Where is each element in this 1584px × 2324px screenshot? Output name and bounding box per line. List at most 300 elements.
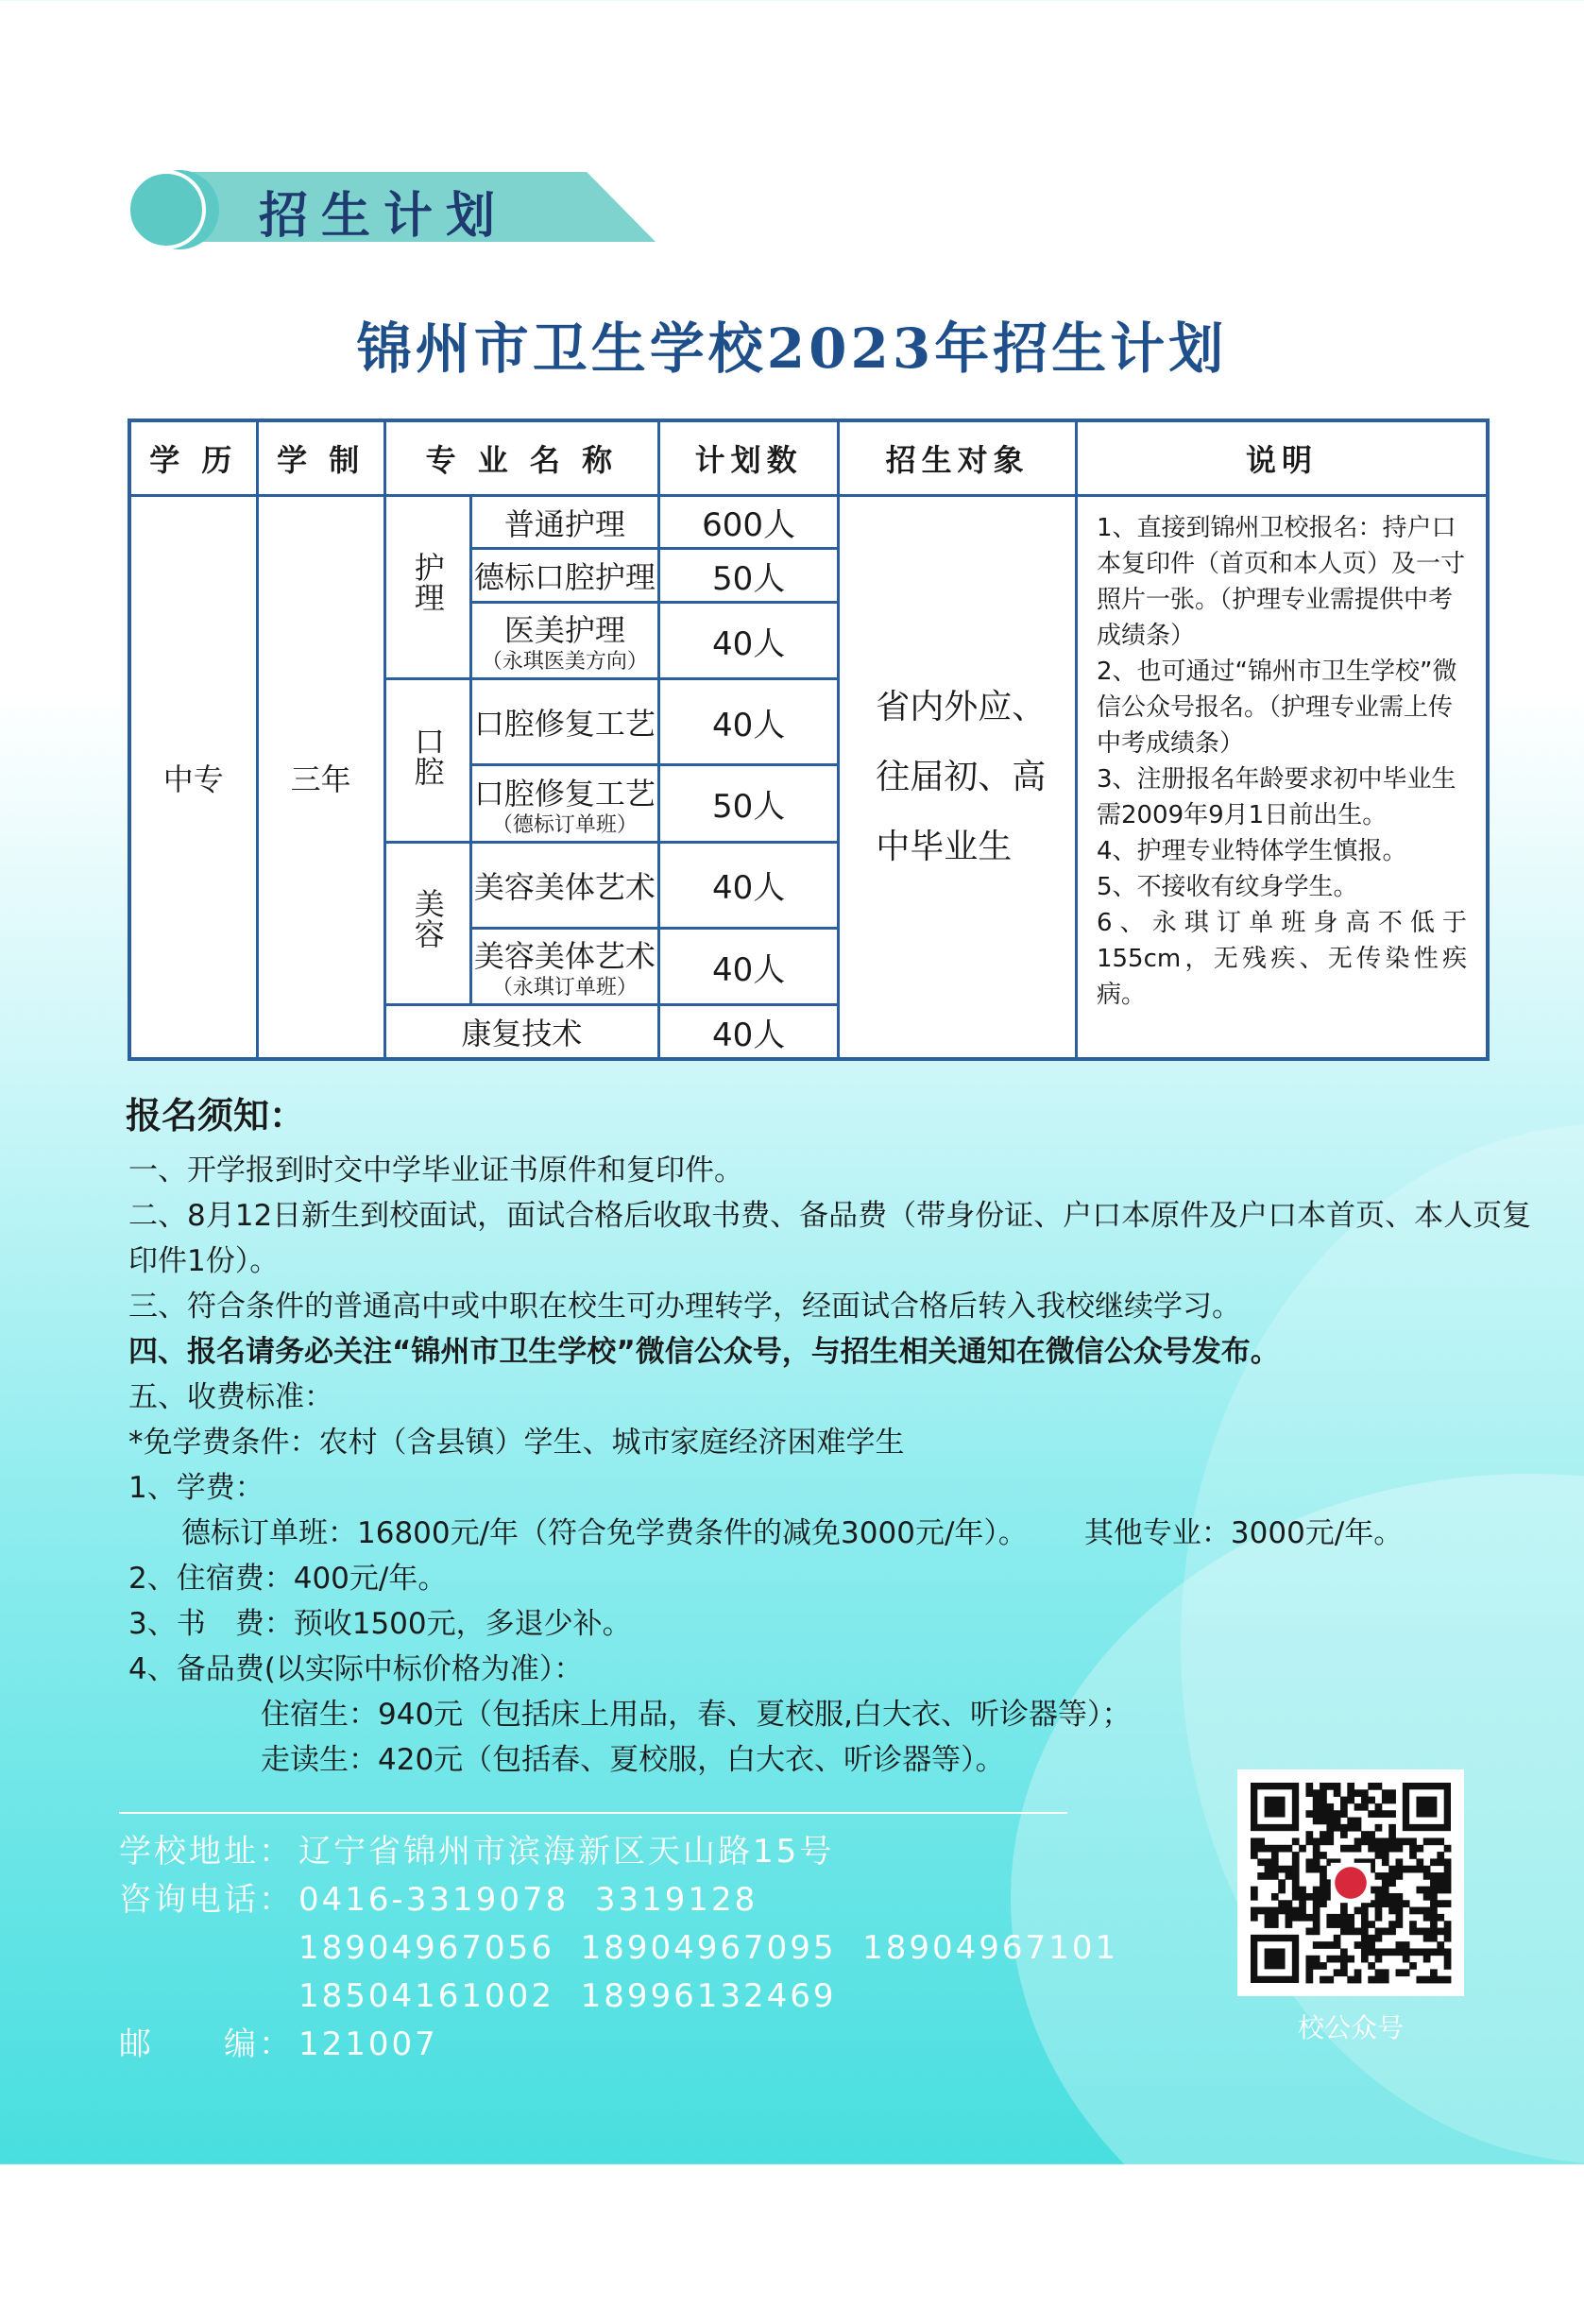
qr-module <box>1326 1956 1334 1963</box>
notice-item: 一、开学报到时交中学毕业证书原件和复印件。 <box>128 1153 743 1188</box>
qr-module <box>1430 1948 1438 1956</box>
qr-module <box>1334 1824 1341 1832</box>
qr-module <box>1444 1948 1452 1956</box>
notice-item: 五、收费标准： <box>128 1380 333 1414</box>
qr-module <box>1437 1872 1444 1880</box>
qr-module <box>1396 1969 1404 1976</box>
qr-module <box>1416 1976 1423 1984</box>
qr-module <box>1430 1837 1438 1845</box>
qr-module <box>1403 1837 1410 1845</box>
tuition-detail: 德标订单班：16800元/年（符合免学费条件的减免3000元/年）。 <box>181 1516 1028 1550</box>
qr-module <box>1416 1948 1423 1956</box>
qr-module <box>1271 1914 1279 1922</box>
qr-module <box>1375 1803 1383 1811</box>
qr-module <box>1340 1969 1348 1976</box>
qr-module <box>1313 1837 1320 1845</box>
qr-module <box>1326 1921 1334 1928</box>
qr-module <box>1430 1858 1438 1866</box>
qr-module <box>1437 1914 1444 1922</box>
qr-module <box>1326 1837 1334 1845</box>
qr-module <box>1388 1893 1396 1901</box>
qr-module <box>1375 1976 1383 1984</box>
qr-module <box>1320 1941 1327 1949</box>
qr-module <box>1388 1831 1396 1838</box>
qr-module <box>1388 1866 1396 1873</box>
notice-item: 三、符合条件的普通高中或中职在校生可办理转学，经面试合格后转入我校继续学习。 <box>128 1290 1241 1324</box>
qr-module <box>1375 1887 1383 1894</box>
zip-label: 邮 编： <box>119 2025 294 2063</box>
qr-module <box>1423 1866 1431 1873</box>
qr-module <box>1326 1810 1334 1818</box>
qr-module <box>1292 1887 1300 1894</box>
qr-module <box>1354 1824 1362 1832</box>
qr-module <box>1257 1837 1265 1845</box>
qr-module <box>1320 1893 1327 1901</box>
major-sublabel: （永琪医美方向） <box>481 650 648 675</box>
qr-module <box>1347 1845 1354 1853</box>
qr-module <box>1403 1941 1410 1949</box>
qr-module <box>1347 1783 1354 1790</box>
qr-module <box>1251 1845 1258 1853</box>
qr-module <box>1334 1818 1341 1825</box>
qr-module <box>1265 1845 1272 1853</box>
major-cell <box>470 765 658 842</box>
qr-module <box>1430 1935 1438 1942</box>
qr-module <box>1354 1976 1362 1984</box>
qr-module <box>1430 1893 1438 1901</box>
address-row <box>119 1828 1118 1876</box>
qr-module <box>1271 1893 1279 1901</box>
qr-module <box>1340 1956 1348 1963</box>
qr-module <box>1361 1935 1369 1942</box>
qr-module <box>1423 1948 1431 1956</box>
major-cell: 康复技术 <box>384 1005 658 1059</box>
qr-module <box>1313 1866 1320 1873</box>
count-cell: 40人 <box>659 929 839 1005</box>
notice-item <box>128 1511 1545 1556</box>
qr-module <box>1423 1837 1431 1845</box>
qr-module <box>1444 1935 1452 1942</box>
qr-module <box>1403 1900 1410 1907</box>
qr-module <box>1347 1914 1354 1922</box>
qr-module <box>1334 1935 1341 1942</box>
qr-module <box>1320 1797 1327 1804</box>
qr-module <box>1334 1956 1341 1963</box>
qr-module <box>1278 1845 1286 1853</box>
qr-module <box>1265 1907 1272 1915</box>
qr-module <box>1340 1831 1348 1838</box>
qr-module <box>1257 1872 1265 1880</box>
qr-module <box>1396 1845 1404 1853</box>
qr-module <box>1251 1837 1258 1845</box>
qr-module <box>1382 1789 1389 1797</box>
qr-module <box>1382 1858 1389 1866</box>
qr-module <box>1430 1887 1438 1894</box>
qr-module <box>1340 1914 1348 1922</box>
qr-module <box>1396 1872 1404 1880</box>
qr-module <box>1396 1866 1404 1873</box>
qr-module <box>1354 1818 1362 1825</box>
qr-module <box>1354 1837 1362 1845</box>
qr-module <box>1313 1887 1320 1894</box>
qr-module <box>1375 1900 1383 1907</box>
qr-module <box>1396 1837 1404 1845</box>
qr-module <box>1326 1818 1334 1825</box>
qr-module <box>1271 1845 1279 1853</box>
qr-module <box>1444 1962 1452 1970</box>
notice-item-important: 四、报名请务必关注“锦州市卫生学校”微信公众号，与招生相关通知在微信公众号发布。 <box>128 1335 1280 1369</box>
qr-module <box>1313 1914 1320 1922</box>
qr-module <box>1409 1852 1417 1859</box>
header-cell: 招生对象 <box>839 420 1077 496</box>
note-item: 4、护理专业特体学生慎报。 <box>1096 837 1407 865</box>
qr-module <box>1340 1810 1348 1818</box>
qr-module <box>1423 1893 1431 1901</box>
qr-module <box>1416 1858 1423 1866</box>
qr-module <box>1305 1831 1313 1838</box>
qr-module <box>1320 1962 1327 1970</box>
qr-module <box>1437 1879 1444 1887</box>
qr-module <box>1271 1921 1279 1928</box>
qr-module <box>1382 1887 1389 1894</box>
qr-module <box>1354 1803 1362 1811</box>
page-title: 锦州市卫生学校2023年招生计划 <box>356 316 1228 381</box>
qr-module <box>1396 1900 1404 1907</box>
qr-module <box>1437 1852 1444 1859</box>
qr-module <box>1334 1810 1341 1818</box>
phone-row <box>119 1876 1118 1924</box>
qr-module <box>1320 1810 1327 1818</box>
qr-module <box>1388 1797 1396 1804</box>
major-cell: 德标口腔护理 <box>470 549 658 602</box>
qr-module <box>1416 1928 1423 1936</box>
qr-logo <box>1335 1867 1367 1899</box>
qr-module <box>1444 1887 1452 1894</box>
qr-module <box>1444 1956 1452 1963</box>
group-cell-dental <box>384 679 470 843</box>
qr-module <box>1409 1907 1417 1915</box>
qr-module <box>1292 1872 1300 1880</box>
qr-module <box>1437 1900 1444 1907</box>
qr-module <box>1396 1921 1404 1928</box>
notice-item: 走读生：420元（包括春、夏校服，白大衣、听诊器等）。 <box>261 1743 1005 1777</box>
qr-module <box>1354 1907 1362 1915</box>
qr-module <box>1340 1907 1348 1915</box>
qr-module <box>1257 1907 1265 1915</box>
qr-module <box>1396 1858 1404 1866</box>
qr-module <box>1305 1789 1313 1797</box>
qr-module <box>1430 1928 1438 1936</box>
qr-module <box>1265 1797 1286 1818</box>
qr-module <box>1305 1962 1313 1970</box>
qr-module <box>1251 1887 1258 1894</box>
qr-module <box>1409 1837 1417 1845</box>
qr-module <box>1286 1914 1293 1922</box>
qr-module <box>1423 1907 1431 1915</box>
qr-module <box>1334 1914 1341 1922</box>
qr-module <box>1444 1928 1452 1936</box>
qr-module <box>1361 1831 1369 1838</box>
qr-module <box>1313 1818 1320 1825</box>
major-cell: 美容美体艺术 <box>470 842 658 928</box>
qr-module <box>1409 1948 1417 1956</box>
qr-module <box>1299 1887 1306 1894</box>
qr-module <box>1257 1845 1265 1853</box>
qr-module <box>1340 1824 1348 1832</box>
count-cell: 40人 <box>659 679 839 765</box>
qr-module <box>1334 1969 1341 1976</box>
qr-module <box>1375 1837 1383 1845</box>
note-item: 5、不接收有纹身学生。 <box>1096 873 1358 901</box>
qr-module <box>1375 1852 1383 1859</box>
major-sublabel: （德标订单班） <box>491 812 638 837</box>
qr-module <box>1375 1783 1383 1790</box>
qr-module <box>1375 1845 1383 1853</box>
qr-module <box>1375 1810 1383 1818</box>
qr-module <box>1382 1900 1389 1907</box>
qr-module <box>1320 1803 1327 1811</box>
qr-module <box>1430 1872 1438 1880</box>
qr-module <box>1361 1789 1369 1797</box>
qr-module <box>1388 1872 1396 1880</box>
qr-module <box>1299 1845 1306 1853</box>
note-item: 6、永琪订单班身高不低于155cm，无残疾、无传染性疾病。 <box>1096 909 1467 1009</box>
qr-module <box>1305 1914 1313 1922</box>
qr-module <box>1368 1948 1375 1956</box>
qr-module <box>1340 1962 1348 1970</box>
qr-module <box>1313 1956 1320 1963</box>
qr-module <box>1368 1831 1375 1838</box>
qr-module <box>1265 1948 1286 1969</box>
group-cell-beauty <box>384 842 470 1005</box>
qr-module <box>1278 1879 1286 1887</box>
qr-module <box>1361 1803 1369 1811</box>
qr-module <box>1334 1941 1341 1949</box>
qr-module <box>1354 1928 1362 1936</box>
phone-value: 0416-3319078 3319128 <box>298 1881 758 1919</box>
qr-module <box>1313 1893 1320 1901</box>
qr-module <box>1271 1907 1279 1915</box>
qr-module <box>1278 1900 1286 1907</box>
qr-module <box>1326 1824 1334 1832</box>
divider <box>119 1812 1067 1814</box>
qr-module <box>1334 1783 1341 1790</box>
qr-module <box>1388 1879 1396 1887</box>
qr-module <box>1409 1962 1417 1970</box>
qr-module <box>1388 1900 1396 1907</box>
notice-item: 3、书 费：预收1500元，多退少补。 <box>128 1607 632 1641</box>
qr-module <box>1382 1928 1389 1936</box>
qr-module <box>1430 1976 1438 1984</box>
qr-module <box>1347 1976 1354 1984</box>
phone-value: 18904967056 18904967095 18904967101 <box>298 1929 1119 1967</box>
qr-module <box>1361 1797 1369 1804</box>
target-cell <box>839 496 1077 1060</box>
qr-module <box>1354 1941 1362 1949</box>
target-line: 省内外应、 <box>876 687 1047 726</box>
section-ribbon <box>127 170 599 246</box>
qr-module <box>1313 1928 1320 1936</box>
qr-module <box>1286 1866 1293 1873</box>
notice-item: *免学费条件：农村（含县镇）学生、城市家庭经济困难学生 <box>128 1426 905 1460</box>
qr-module <box>1382 1837 1389 1845</box>
zip-value: 121007 <box>298 2025 438 2063</box>
count-cell: 600人 <box>659 496 839 549</box>
qr-module <box>1368 1921 1375 1928</box>
qr-module <box>1423 1956 1431 1963</box>
qr-module <box>1396 1948 1404 1956</box>
qr-module <box>1388 1845 1396 1853</box>
qr-module <box>1305 1810 1313 1818</box>
qr-module <box>1375 1956 1383 1963</box>
qr-module <box>1292 1866 1300 1873</box>
qr-module <box>1313 1962 1320 1970</box>
qr-module <box>1430 1921 1438 1928</box>
group-label: 护理 <box>409 552 446 613</box>
qr-module <box>1292 1914 1300 1922</box>
qr-module <box>1437 1858 1444 1866</box>
qr-module <box>1368 1976 1375 1984</box>
enrollment-plan-table <box>128 419 1490 1061</box>
qr-module <box>1292 1858 1300 1866</box>
qr-module <box>1313 1852 1320 1859</box>
qr-module <box>1251 1907 1258 1915</box>
qr-module <box>1271 1866 1279 1873</box>
qr-module <box>1320 1783 1327 1790</box>
duration-cell: 三年 <box>257 496 384 1060</box>
qr-module <box>1368 1845 1375 1853</box>
qr-module <box>1375 1928 1383 1936</box>
qr-module <box>1320 1818 1327 1825</box>
notice-title: 报名须知： <box>126 1095 306 1136</box>
qr-module <box>1375 1893 1383 1901</box>
qr-module <box>1354 1969 1362 1976</box>
target-line: 往届初、高 <box>876 757 1047 796</box>
qr-module <box>1396 1914 1404 1922</box>
qr-module <box>1334 1789 1341 1797</box>
qr-module <box>1423 1887 1431 1894</box>
qr-module <box>1375 1824 1383 1832</box>
qr-module <box>1313 1803 1320 1811</box>
qr-module <box>1396 1893 1404 1901</box>
qr-module <box>1334 1921 1341 1928</box>
qr-module <box>1361 1928 1369 1936</box>
qr-module <box>1437 1928 1444 1936</box>
note-item: 1、直接到锦州卫校报名：持户口本复印件（首页和本人页）及一寸照片一张。（护理专业需提供中考成绩条） <box>1096 514 1465 650</box>
qr-module <box>1403 1948 1410 1956</box>
note-item: 2、也可通过“锦州市卫生学校”微信公众号报名。（护理专业需上传中考成绩条） <box>1096 658 1457 758</box>
major-label: 美容美体艺术 <box>473 938 656 975</box>
ribbon-circle-icon <box>127 170 206 249</box>
qr-module <box>1340 1845 1348 1853</box>
qr-module <box>1340 1797 1348 1804</box>
qr-module <box>1409 1845 1417 1853</box>
qr-module <box>1313 1810 1320 1818</box>
notice-item: 4、备品费(以实际中标价格为准）： <box>128 1652 584 1686</box>
qr-module <box>1320 1789 1327 1797</box>
qr-module <box>1320 1872 1327 1880</box>
qr-module <box>1430 1879 1438 1887</box>
qr-module <box>1299 1914 1306 1922</box>
qr-module <box>1320 1837 1327 1845</box>
qr-module <box>1368 1935 1375 1942</box>
qr-module <box>1403 1866 1410 1873</box>
qr-module <box>1382 1948 1389 1956</box>
qr-module <box>1437 1941 1444 1949</box>
qr-module <box>1320 1879 1327 1887</box>
notice-item: 1、学费： <box>128 1471 264 1505</box>
qr-module <box>1320 1852 1327 1859</box>
qr-module <box>1305 1956 1313 1963</box>
qr-module <box>1326 1914 1334 1922</box>
qr-module <box>1320 1866 1327 1873</box>
header-cell: 说明 <box>1076 420 1488 496</box>
qr-module <box>1423 1935 1431 1942</box>
qr-module <box>1292 1879 1300 1887</box>
table-header-row <box>129 420 1488 496</box>
group-label: 口腔 <box>409 725 446 786</box>
qr-module <box>1305 1783 1313 1790</box>
qr-code <box>1237 1769 1464 1996</box>
qr-module <box>1382 1893 1389 1901</box>
qr-module <box>1265 1921 1272 1928</box>
qr-module <box>1430 1969 1438 1976</box>
qr-module <box>1313 1845 1320 1853</box>
qr-module <box>1403 1956 1410 1963</box>
qr-module <box>1444 1921 1452 1928</box>
qr-module <box>1437 1837 1444 1845</box>
qr-module <box>1423 1872 1431 1880</box>
qr-module <box>1305 1866 1313 1873</box>
qr-module <box>1286 1907 1293 1915</box>
qr-module <box>1305 1928 1313 1936</box>
qr-module <box>1313 1900 1320 1907</box>
qr-module <box>1320 1831 1327 1838</box>
zip-row <box>119 2021 1118 2069</box>
qr-module <box>1375 1969 1383 1976</box>
qr-module <box>1388 1921 1396 1928</box>
qr-module <box>1444 1900 1452 1907</box>
notice-item: 住宿生：940元（包括床上用品，春、夏校服,白大衣、听诊器等）； <box>261 1698 1132 1732</box>
qr-module <box>1271 1852 1279 1859</box>
qr-module <box>1382 1976 1389 1984</box>
qr-module <box>1305 1837 1313 1845</box>
qr-module <box>1347 1789 1354 1797</box>
qr-module <box>1361 1914 1369 1922</box>
major-label: 口腔修复工艺 <box>473 775 656 812</box>
qr-module <box>1320 1900 1327 1907</box>
qr-module <box>1305 1969 1313 1976</box>
qr-module <box>1278 1866 1286 1873</box>
qr-module <box>1265 1872 1272 1880</box>
group-label: 美容 <box>409 888 446 949</box>
qr-module <box>1388 1789 1396 1797</box>
qr-module <box>1375 1872 1383 1880</box>
qr-module <box>1347 1921 1354 1928</box>
qr-module <box>1388 1948 1396 1956</box>
qr-module <box>1251 1914 1258 1922</box>
qr-module <box>1326 1783 1334 1790</box>
qr-module <box>1382 1879 1389 1887</box>
qr-module <box>1320 1887 1327 1894</box>
qr-module <box>1430 1900 1438 1907</box>
qr-module <box>1299 1893 1306 1901</box>
qr-module <box>1375 1948 1383 1956</box>
qr-module <box>1347 1818 1354 1825</box>
qr-module <box>1437 1948 1444 1956</box>
ribbon-label: 招生计划 <box>259 188 509 245</box>
qr-module <box>1396 1907 1404 1915</box>
